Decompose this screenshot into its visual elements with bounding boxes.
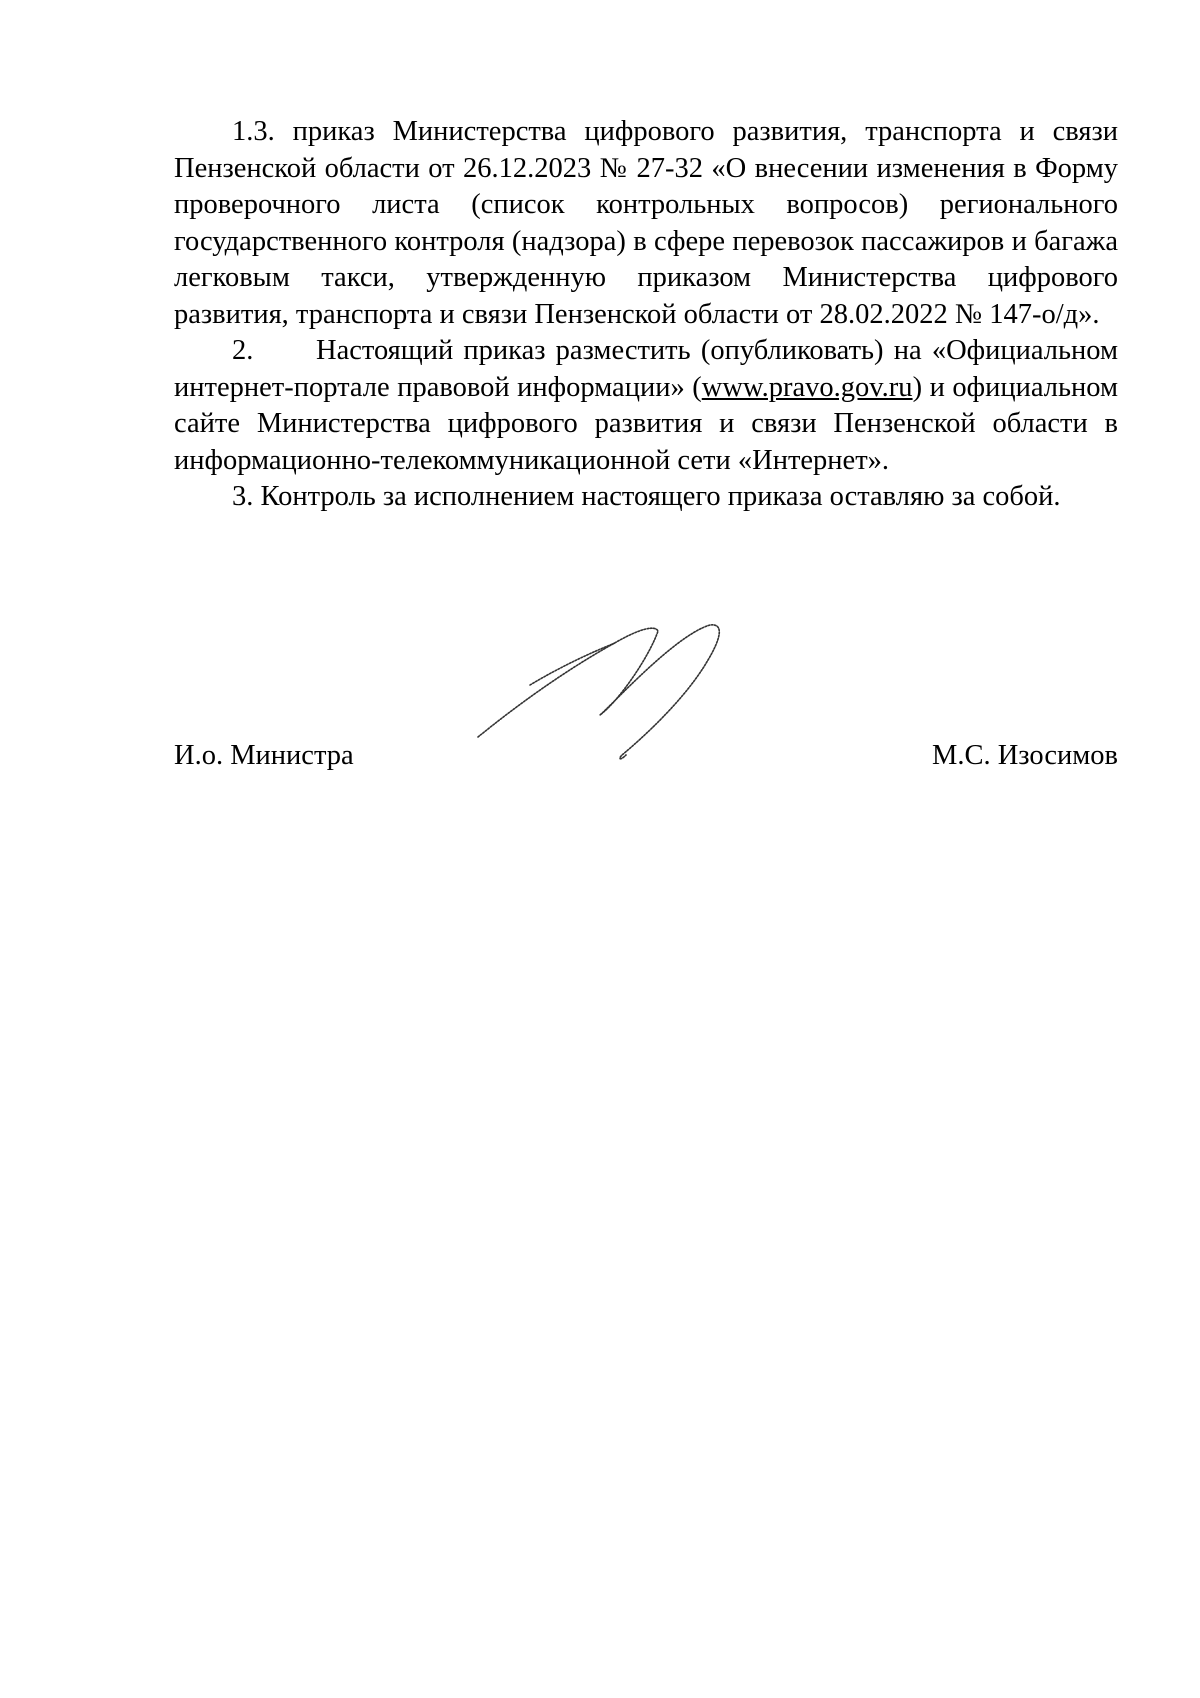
signatory-position: И.о. Министра [174, 740, 354, 771]
signature-block [174, 738, 1118, 778]
paragraph-2-number: 2. [232, 335, 254, 366]
paragraph-2-text-end: ) и официальном сайте Министерства цифрового развития и связи Пензенской области в информационно-телекоммуникационной сети «Интернет». [174, 371, 1118, 476]
paragraph-2-text-start: Настоящий приказ разместить (опубликовать) на «Официальном интернет-портале правовой информации» ( [174, 335, 1118, 403]
document-body [174, 114, 1118, 516]
signatory-name: М.С. Изосимов [931, 740, 1118, 771]
pravo-gov-link[interactable]: www.pravo.gov.ru [701, 371, 913, 403]
paragraph-3: 3. Контроль за исполнением настоящего приказа оставляю за собой. [232, 481, 1061, 512]
paragraph-2 [174, 333, 1118, 479]
paragraph-1-3: 1.3. приказ Министерства цифрового развития, транспорта и связи Пензенской области от 26.12.2023 № 27-32 «О внесении изменения в Форму проверочного листа (список контрольных вопросов) регионального государственного контроля (надзора) в сфере перевозок пассажиров и багажа легковым такси, утвержденную приказом Министерства цифрового развития, транспорта и связи Пензенской области от 28.02.2022 № 147-о/д». [174, 116, 1118, 330]
